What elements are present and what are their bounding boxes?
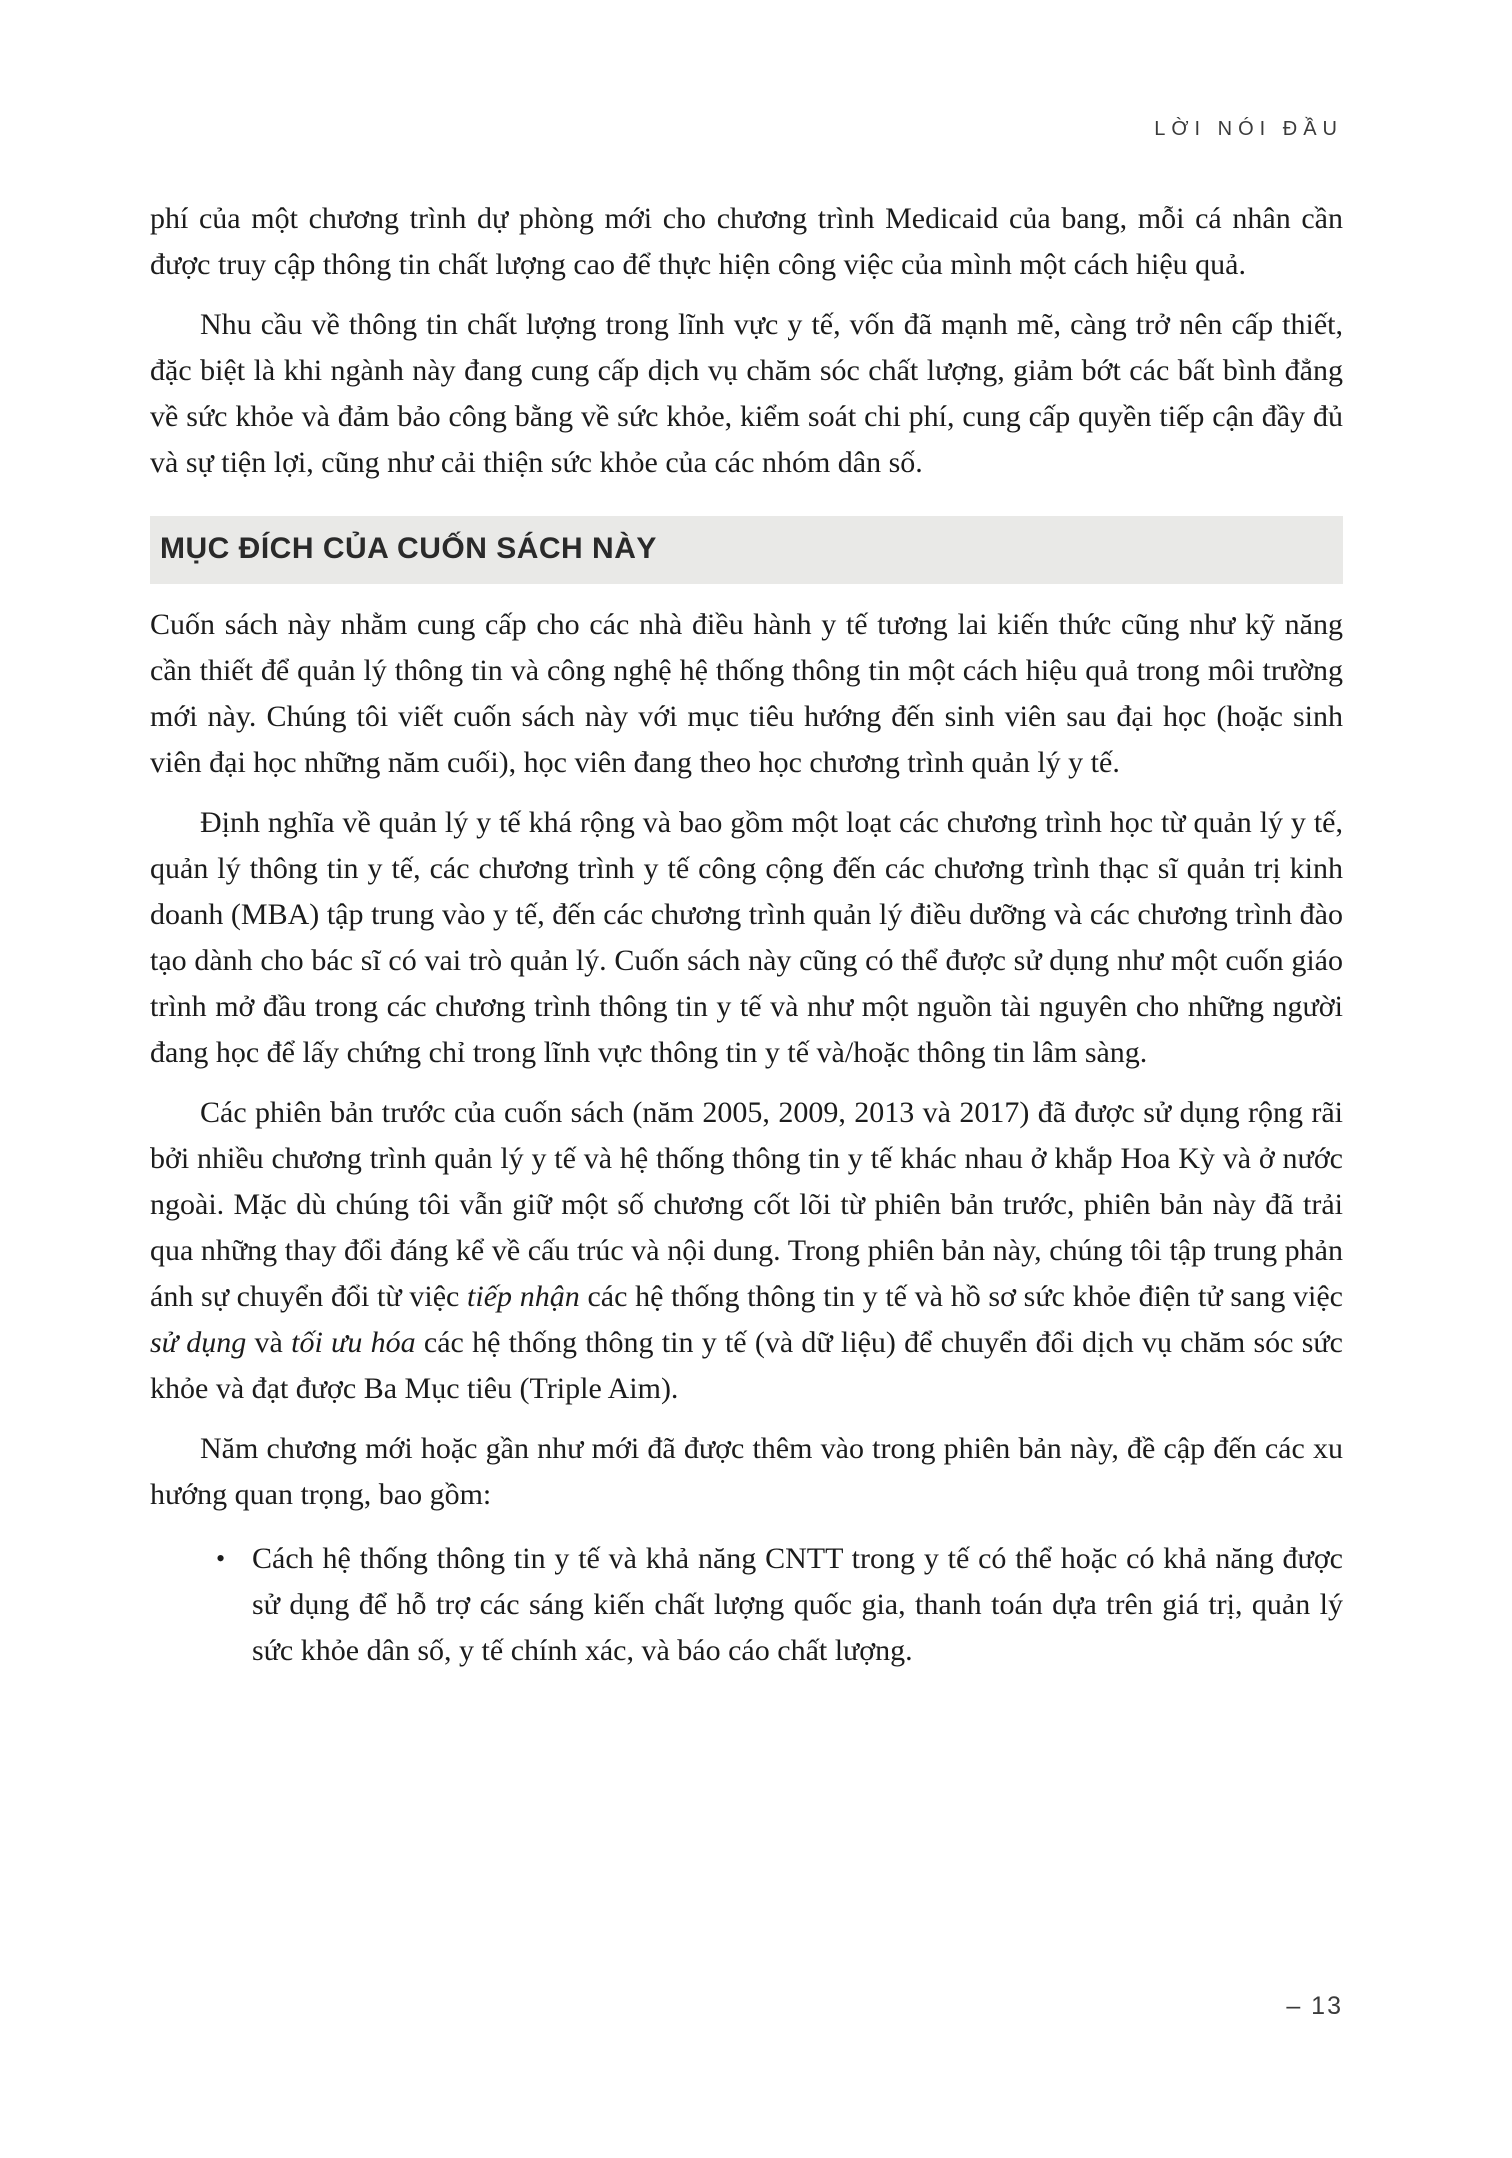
text-block [150,196,1343,1674]
running-head: LỜI NÓI ĐẦU [1154,118,1343,140]
bullet-item [216,1536,1343,1674]
paragraph-editions-part1: Các phiên bản trước của cuốn sách (năm 2005, 2009, 2013 và 2017) đã được sử dụng rộng rãi bởi nhiều chương trình quản lý y tế và hệ thống thông tin y tế khác nhau ở khắp Hoa Kỳ và ở nước ngoài. Mặc dù chúng tôi vẫn giữ một số chương cốt lõi từ phiên bản trước, phiên bản này đã trải qua những thay đổi đáng kể về cấu trúc và nội dung. Trong phiên bản này, chúng tôi tập trung phản ánh sự chuyển đổi từ việc [150,1096,1343,1313]
paragraph-editions [150,1090,1343,1412]
page-number: – 13 [1286,1992,1343,2020]
paragraph-definition: Định nghĩa về quản lý y tế khá rộng và bao gồm một loạt các chương trình học từ quản lý y tế, quản lý thông tin y tế, các chương trình y tế công cộng đến các chương trình thạc sĩ quản trị kinh doanh (MBA) tập trung vào y tế, đến các chương trình quản lý điều dưỡng và các chương trình đào tạo dành cho bác sĩ có vai trò quản lý. Cuốn sách này cũng có thể được sử dụng như một cuốn giáo trình mở đầu trong các chương trình thông tin y tế và như một nguồn tài nguyên cho những người đang học để lấy chứng chỉ trong lĩnh vực thông tin y tế và/hoặc thông tin lâm sàng. [150,806,1343,1069]
paragraph-new-chapters: Năm chương mới hoặc gần như mới đã được thêm vào trong phiên bản này, đề cập đến các xu hướng quan trọng, bao gồm: [150,1432,1343,1511]
bullet-text: Cách hệ thống thông tin y tế và khả năng CNTT trong y tế có thể hoặc có khả năng được sử dụng để hỗ trợ các sáng kiến chất lượng quốc gia, thanh toán dựa trên giá trị, quản lý sức khỏe dân số, y tế chính xác, và báo cáo chất lượng. [252,1542,1343,1667]
bullet-marker-icon: • [216,1544,226,1573]
paragraph-editions-part2: các hệ thống thông tin y tế và hồ sơ sức khỏe điện tử sang việc [579,1280,1343,1313]
paragraph-purpose: Cuốn sách này nhằm cung cấp cho các nhà điều hành y tế tương lai kiến thức cũng như kỹ năng cần thiết để quản lý thông tin và công nghệ hệ thống thông tin một cách hiệu quả trong môi trường mới này. Chúng tôi viết cuốn sách này với mục tiêu hướng đến sinh viên sau đại học (hoặc sinh viên đại học những năm cuối), học viên đang theo học chương trình quản lý y tế. [150,608,1343,779]
section-heading: MỤC ĐÍCH CỦA CUỐN SÁCH NÀY [150,516,1343,584]
paragraph-intro-continuation: phí của một chương trình dự phòng mới cho chương trình Medicaid của bang, mỗi cá nhân cần được truy cập thông tin chất lượng cao để thực hiện công việc của mình một cách hiệu quả. [150,202,1343,281]
italic-term-su-dung: sử dụng [150,1326,247,1359]
paragraph-editions-part3: và [246,1326,292,1359]
paragraph-editions-part4: các hệ thống thông tin y tế (và dữ liệu) để chuyển đổi dịch vụ chăm sóc sức khỏe và đạt được Ba Mục tiêu (Triple Aim). [150,1326,1343,1405]
paragraph-need: Nhu cầu về thông tin chất lượng trong lĩnh vực y tế, vốn đã mạnh mẽ, càng trở nên cấp thiết, đặc biệt là khi ngành này đang cung cấp dịch vụ chăm sóc chất lượng, giảm bớt các bất bình đẳng về sức khỏe và đảm bảo công bằng về sức khỏe, kiểm soát chi phí, cung cấp quyền tiếp cận đầy đủ và sự tiện lợi, cũng như cải thiện sức khỏe của các nhóm dân số. [150,308,1343,479]
italic-term-toi-uu-hoa: tối ưu hóa [291,1326,416,1359]
italic-term-tiep-nhan: tiếp nhận [467,1280,580,1313]
